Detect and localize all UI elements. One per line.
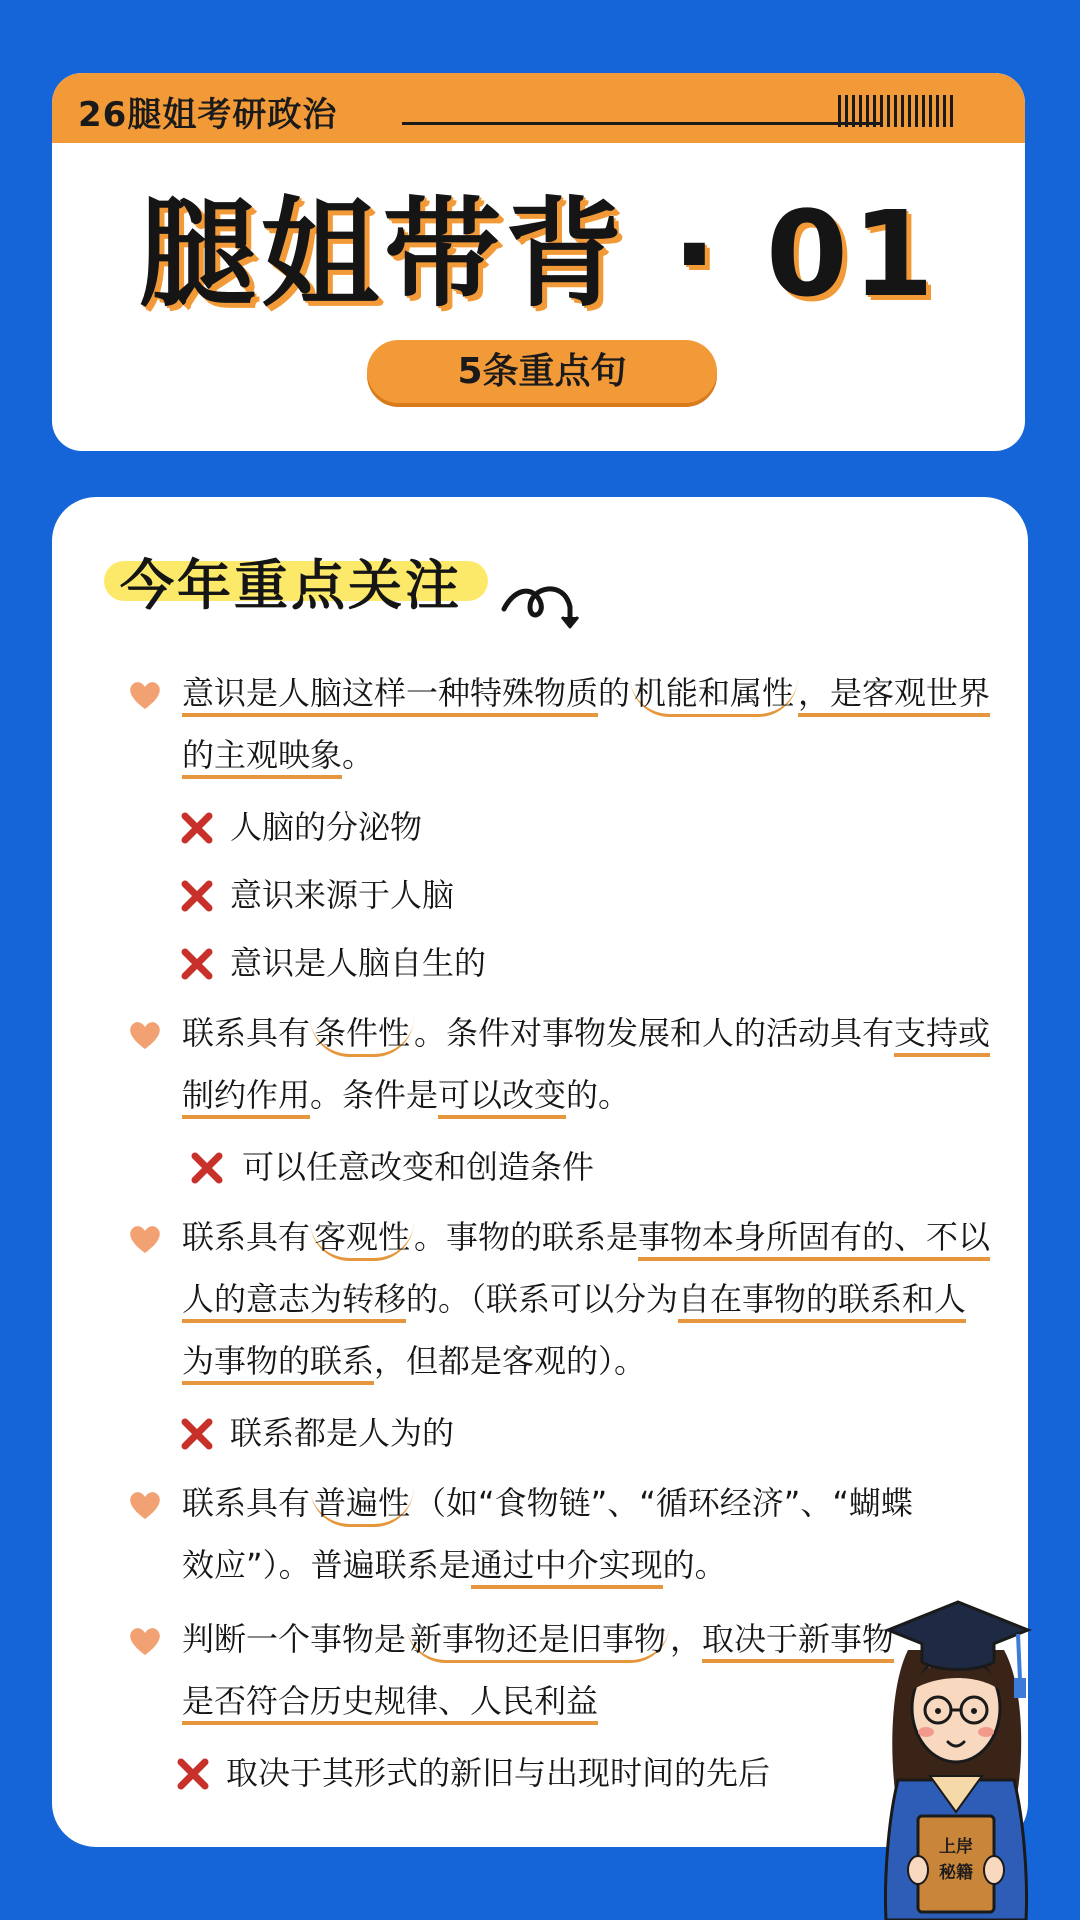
series-title: 26腿姐考研政治: [78, 95, 338, 135]
x-mark-icon: [176, 1757, 210, 1791]
wrong-item: 意识是人脑自生的: [230, 944, 487, 982]
heart-icon: [128, 1490, 162, 1520]
header-card: [52, 73, 1025, 451]
x-mark-icon: [180, 811, 214, 845]
page-title: 腿姐带背 · 01: [138, 185, 939, 323]
curl-arrow-icon: [500, 571, 588, 631]
x-mark-icon: [180, 947, 214, 981]
x-mark-icon: [190, 1151, 224, 1185]
point-1-line-2: 的主观映象。: [182, 735, 374, 775]
point-4-line-2: 效应”）。普遍联系是通过中介实现的。: [182, 1545, 727, 1585]
heart-icon: [128, 1224, 162, 1254]
heart-icon: [128, 1626, 162, 1656]
subtitle-badge: 5条重点句: [367, 340, 717, 403]
barcode-stripes: [838, 95, 956, 127]
book-label-1: 上岸: [939, 1837, 973, 1857]
point-5-line-2: 是否符合历史规律、人民利益: [182, 1681, 598, 1721]
heart-icon: [128, 680, 162, 710]
wrong-item: 联系都是人为的: [230, 1414, 455, 1452]
book-label-2: 秘籍: [939, 1863, 973, 1883]
point-4-line-1: 联系具有 普遍性 （如“食物链”、“循环经济”、“蝴蝶: [182, 1483, 913, 1523]
wrong-item: 意识来源于人脑: [230, 876, 455, 914]
point-2-line-1: 联系具有 条件性 。条件对事物发展和人的活动具有支持或: [182, 1013, 990, 1053]
wrong-item: 人脑的分泌物: [230, 808, 423, 846]
decorative-line: [402, 122, 880, 125]
wrong-item: 取决于其形式的新旧与出现时间的先后: [226, 1754, 771, 1792]
section-heading: 今年重点关注: [120, 554, 462, 617]
wrong-item: 可以任意改变和创造条件: [242, 1148, 595, 1186]
x-mark-icon: [180, 879, 214, 913]
point-3-line-3: 为事物的联系，但都是客观的）。: [182, 1341, 646, 1381]
point-1-line-1: 意识是人脑这样一种特殊物质的 机能和属性 ，是客观世界: [182, 673, 990, 713]
point-2-line-2: 制约作用。条件是可以改变的。: [182, 1075, 630, 1115]
point-3-line-2: 人的意志为转移的。（联系可以分为自在事物的联系和人: [182, 1279, 966, 1319]
point-5-line-1: 判断一个事物是 新事物还是旧事物 ，取决于新事物: [182, 1619, 894, 1659]
graduate-character-illustration: [868, 1580, 1044, 1920]
heart-icon: [128, 1020, 162, 1050]
x-mark-icon: [180, 1417, 214, 1451]
point-3-line-1: 联系具有 客观性 。事物的联系是事物本身所固有的、不以: [182, 1217, 990, 1257]
header-bar: [52, 73, 1025, 143]
